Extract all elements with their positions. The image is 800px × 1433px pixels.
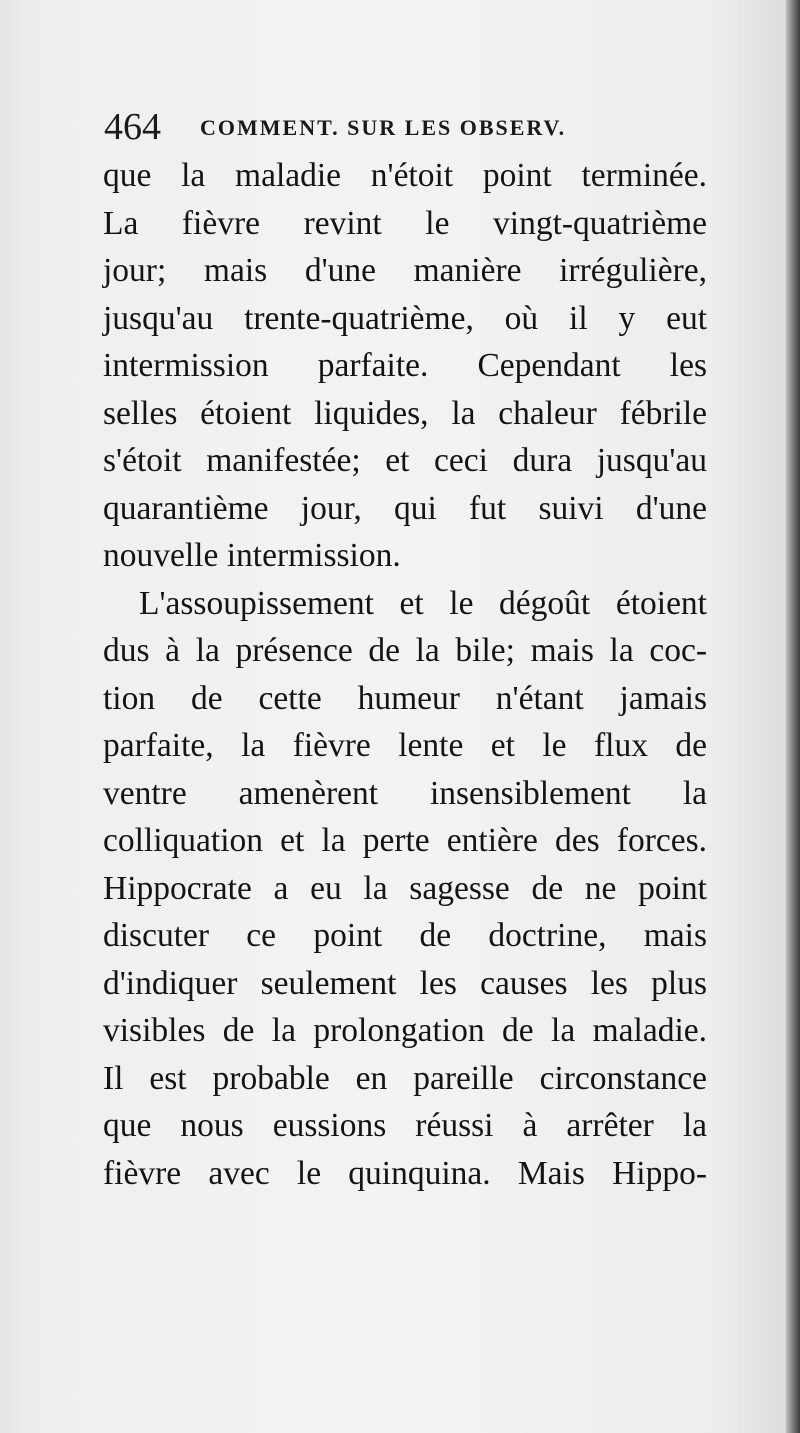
running-head: COMMENT. SUR LES OBSERV. (200, 115, 567, 140)
text-line: ventre amenèrent insensiblement la (103, 774, 707, 812)
text-line: quarantième jour, qui fut suivi d'une (103, 489, 707, 527)
text-line: jusqu'au trente-quatrième, où il y eut (103, 299, 707, 337)
text-line: La fièvre revint le vingt-quatrième (103, 204, 707, 242)
text-line: visibles de la prolongation de la maladie. (103, 1012, 707, 1049)
text-line: nouvelle intermission. (103, 537, 401, 574)
body-text (103, 152, 707, 1197)
text-line: s'étoit manifestée; et ceci dura jusqu'au (103, 442, 707, 479)
text-line: Il est probable en pareille circonstance (103, 1059, 707, 1097)
text-line: intermission parfaite. Cependant les (103, 347, 707, 384)
paragraph-start-line: L'assoupissement et le dégoût étoient (139, 584, 707, 622)
text-line: colliquation et la perte entière des forces. (103, 822, 707, 859)
text-line: que nous eussions réussi à arrêter la (103, 1107, 707, 1144)
text-line: fièvre avec le quinquina. Mais Hippo- (103, 1154, 707, 1192)
text-line: selles étoient liquides, la chaleur fébrile (103, 394, 707, 432)
page-header (104, 102, 714, 152)
page-number: 464 (104, 106, 161, 148)
text-line: parfaite, la fièvre lente et le flux de (103, 727, 707, 764)
text-line: tion de cette humeur n'étant jamais (103, 679, 707, 717)
text-line: dus à la présence de la bile; mais la coc- (103, 632, 707, 669)
text-line: Hippocrate a eu la sagesse de ne point (103, 869, 707, 907)
page-edge-shadow (786, 0, 800, 1433)
text-line: d'indiquer seulement les causes les plus (103, 964, 707, 1002)
text-line: que la maladie n'étoit point terminée. (103, 157, 707, 194)
text-line: jour; mais d'une manière irrégulière, (103, 252, 707, 289)
text-line: discuter ce point de doctrine, mais (103, 917, 707, 954)
